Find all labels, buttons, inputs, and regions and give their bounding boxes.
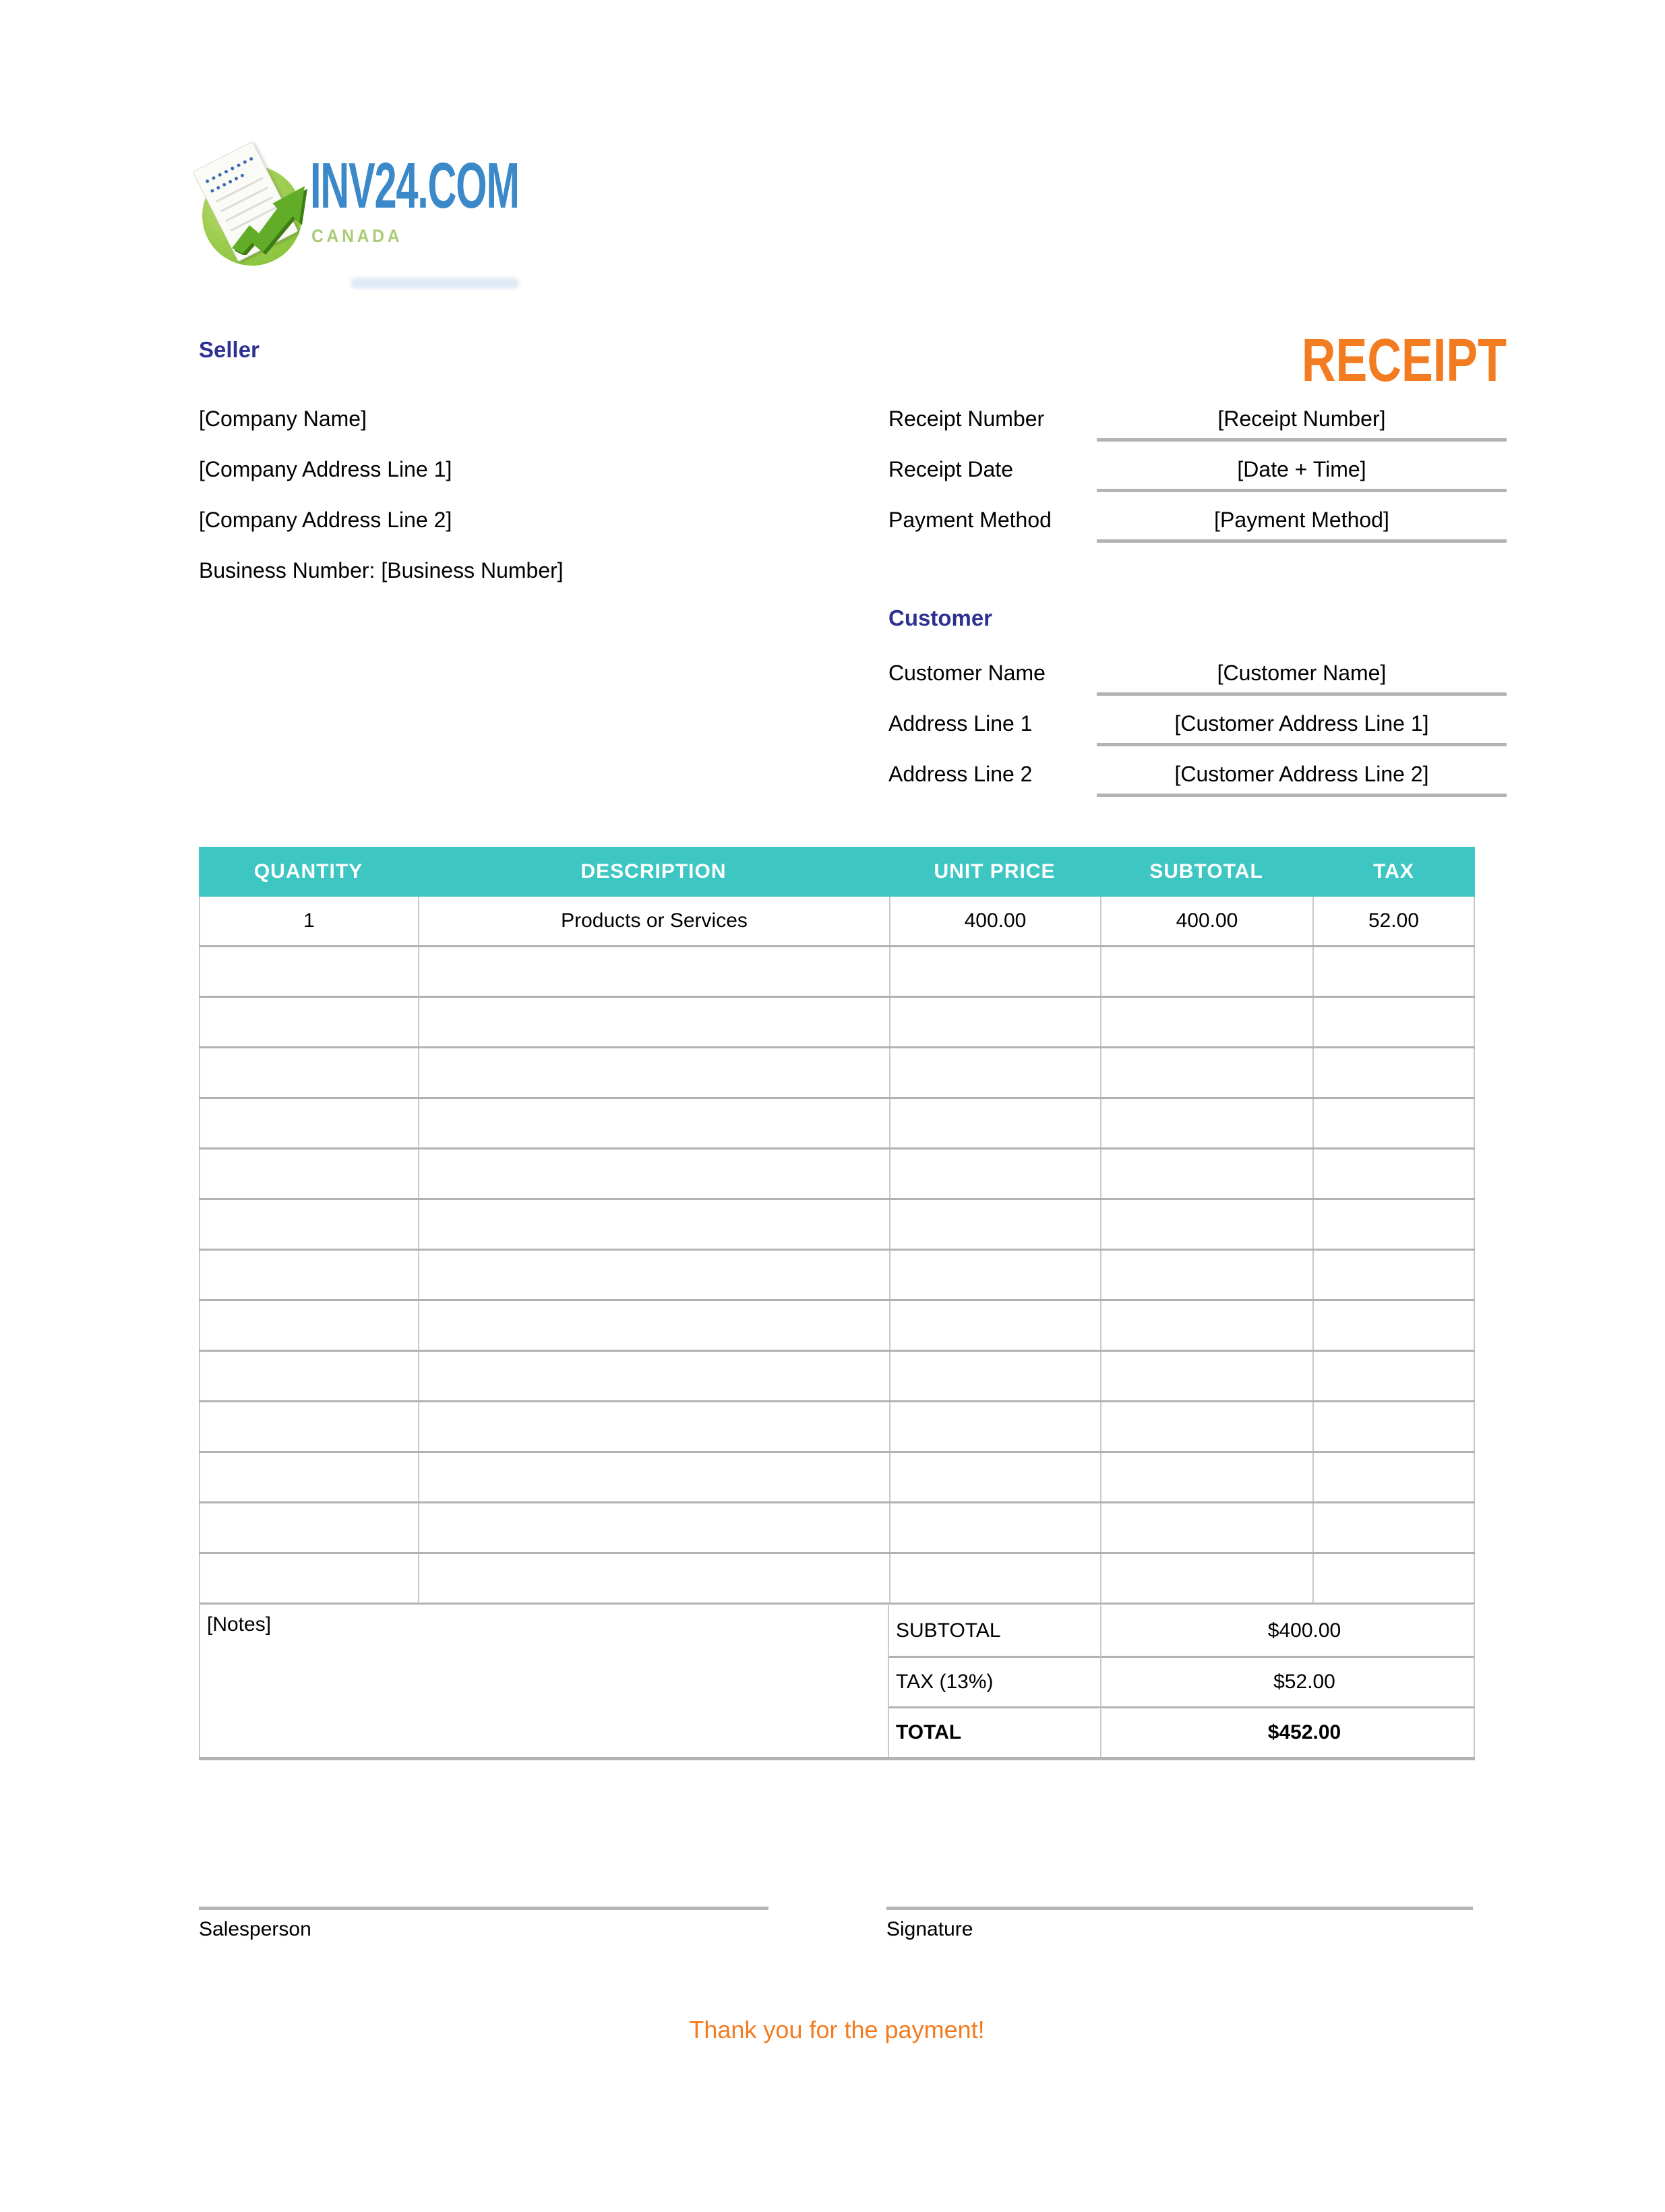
empty-cell xyxy=(1312,1099,1475,1147)
empty-cell xyxy=(418,947,889,996)
empty-cell xyxy=(1100,1200,1312,1249)
empty-cell xyxy=(1312,1352,1475,1400)
empty-cell xyxy=(889,1402,1100,1451)
notes: [Notes] xyxy=(199,1605,889,1757)
receipt-number-value: [Receipt Number] xyxy=(1097,397,1507,442)
total-value: $452.00 xyxy=(1100,1706,1475,1757)
empty-cell xyxy=(1100,1352,1312,1400)
signature-line xyxy=(886,1907,1473,1941)
company-address-line-1: [Company Address Line 1] xyxy=(199,457,452,481)
logo-tagline-smudge xyxy=(351,278,519,289)
customer-name-label: Customer Name xyxy=(888,661,1046,685)
empty-cell xyxy=(889,947,1100,996)
empty-cell xyxy=(1312,998,1475,1046)
receipt-date-label: Receipt Date xyxy=(888,457,1013,481)
thank-you-message: Thank you for the payment! xyxy=(689,2016,985,2043)
company-name: [Company Name] xyxy=(199,407,367,431)
customer-name-value: [Customer Name] xyxy=(1097,651,1507,696)
table-row-empty xyxy=(199,1554,1475,1605)
empty-cell xyxy=(418,1251,889,1299)
empty-cell xyxy=(199,1048,418,1097)
table-row-empty xyxy=(199,1402,1475,1453)
table-row-empty xyxy=(199,1048,1475,1099)
empty-cell xyxy=(199,1149,418,1198)
item-subtotal: 400.00 xyxy=(1100,897,1312,945)
receipt-date-value: [Date + Time] xyxy=(1097,448,1507,492)
region-text: CANADA xyxy=(311,226,403,247)
empty-cell xyxy=(418,1453,889,1501)
empty-cell xyxy=(1100,947,1312,996)
document-title: RECEIPT xyxy=(1301,327,1507,394)
empty-cell xyxy=(1312,1402,1475,1451)
column-header-unit-price: UNIT PRICE xyxy=(934,860,1056,883)
empty-cell xyxy=(1312,1453,1475,1501)
receipt-number-row xyxy=(888,397,1507,448)
empty-cell xyxy=(199,1099,418,1147)
empty-cell xyxy=(199,1251,418,1299)
salesperson-signature-line xyxy=(199,1907,768,1941)
empty-cell xyxy=(889,1099,1100,1147)
empty-cell xyxy=(418,1149,889,1198)
items-table-rows xyxy=(199,897,1475,1605)
customer-name-row xyxy=(888,651,1507,702)
empty-cell xyxy=(199,1301,418,1350)
table-row-empty xyxy=(199,1099,1475,1149)
subtotal-value: $400.00 xyxy=(1100,1605,1475,1656)
empty-cell xyxy=(199,1402,418,1451)
column-header-description: DESCRIPTION xyxy=(580,860,727,883)
empty-cell xyxy=(889,1503,1100,1552)
empty-cell xyxy=(199,1453,418,1501)
item-unit-price: 400.00 xyxy=(889,897,1100,945)
empty-cell xyxy=(889,1149,1100,1198)
logo-mark xyxy=(197,155,315,276)
empty-cell xyxy=(1312,1503,1475,1552)
empty-cell xyxy=(1100,1503,1312,1552)
customer-info xyxy=(888,651,1507,803)
business-number: Business Number: [Business Number] xyxy=(199,558,564,582)
table-row-empty xyxy=(199,947,1475,998)
payment-method-row xyxy=(888,498,1507,549)
empty-cell xyxy=(1312,1048,1475,1097)
items-table xyxy=(199,847,1475,1605)
growth-arrow-icon xyxy=(225,167,313,255)
empty-cell xyxy=(199,1352,418,1400)
empty-cell xyxy=(889,1048,1100,1097)
empty-cell xyxy=(1312,1149,1475,1198)
empty-cell xyxy=(418,1099,889,1147)
receipt-info xyxy=(888,397,1507,549)
empty-cell xyxy=(418,1048,889,1097)
empty-cell xyxy=(1100,1301,1312,1350)
table-row-empty xyxy=(199,998,1475,1048)
empty-cell xyxy=(1100,1048,1312,1097)
payment-method-value: [Payment Method] xyxy=(1097,498,1507,543)
payment-method-label: Payment Method xyxy=(888,508,1052,532)
brand-text: INV24.COM xyxy=(310,150,519,222)
empty-cell xyxy=(1100,998,1312,1046)
empty-cell xyxy=(889,1554,1100,1603)
receipt-number-label: Receipt Number xyxy=(888,407,1045,431)
tax-value: $52.00 xyxy=(1100,1656,1475,1706)
empty-cell xyxy=(1100,1554,1312,1603)
empty-cell xyxy=(199,1503,418,1552)
salesperson-label: Salesperson xyxy=(199,1918,311,1940)
column-header-tax: TAX xyxy=(1373,860,1414,883)
empty-cell xyxy=(1312,1200,1475,1249)
empty-cell xyxy=(1312,947,1475,996)
customer-heading: Customer xyxy=(888,605,993,630)
seller-heading: Seller xyxy=(199,337,260,362)
empty-cell xyxy=(1312,1301,1475,1350)
empty-cell xyxy=(418,1402,889,1451)
empty-cell xyxy=(889,1301,1100,1350)
empty-cell xyxy=(889,1453,1100,1501)
empty-cell xyxy=(199,947,418,996)
table-row-empty xyxy=(199,1200,1475,1251)
customer-address1-value: [Customer Address Line 1] xyxy=(1097,702,1507,746)
table-row-empty xyxy=(199,1453,1475,1503)
empty-cell xyxy=(1100,1099,1312,1147)
column-header-subtotal: SUBTOTAL xyxy=(1149,860,1263,883)
empty-cell xyxy=(889,998,1100,1046)
table-row-empty xyxy=(199,1301,1475,1352)
empty-cell xyxy=(199,1200,418,1249)
empty-cell xyxy=(418,1200,889,1249)
logo xyxy=(197,150,709,290)
empty-cell xyxy=(1312,1554,1475,1603)
company-address-line-2: [Company Address Line 2] xyxy=(199,508,452,532)
empty-cell xyxy=(1312,1251,1475,1299)
table-row xyxy=(199,897,1475,947)
empty-cell xyxy=(199,998,418,1046)
item-description: Products or Services xyxy=(418,897,889,945)
totals-section xyxy=(199,1605,1475,1760)
customer-address2-label: Address Line 2 xyxy=(888,762,1033,786)
empty-cell xyxy=(1100,1402,1312,1451)
signature-label: Signature xyxy=(886,1918,973,1940)
item-quantity: 1 xyxy=(199,897,418,945)
empty-cell xyxy=(418,1554,889,1603)
customer-address1-row xyxy=(888,702,1507,752)
table-row-empty xyxy=(199,1352,1475,1402)
empty-cell xyxy=(418,1301,889,1350)
empty-cell xyxy=(889,1251,1100,1299)
table-row-empty xyxy=(199,1503,1475,1554)
empty-cell xyxy=(1100,1149,1312,1198)
empty-cell xyxy=(889,1200,1100,1249)
customer-address2-value: [Customer Address Line 2] xyxy=(1097,752,1507,797)
table-row-empty xyxy=(199,1149,1475,1200)
empty-cell xyxy=(418,998,889,1046)
empty-cell xyxy=(1100,1453,1312,1501)
tax-label: TAX (13%) xyxy=(889,1656,1100,1706)
column-header-quantity: QUANTITY xyxy=(253,860,363,883)
customer-address2-row xyxy=(888,752,1507,803)
empty-cell xyxy=(418,1503,889,1552)
item-tax: 52.00 xyxy=(1312,897,1475,945)
total-label: TOTAL xyxy=(889,1706,1100,1757)
logo-text xyxy=(310,150,646,247)
subtotal-label: SUBTOTAL xyxy=(896,1619,1001,1642)
empty-cell xyxy=(418,1352,889,1400)
empty-cell xyxy=(1100,1251,1312,1299)
empty-cell xyxy=(889,1352,1100,1400)
table-row-empty xyxy=(199,1251,1475,1301)
items-table-header xyxy=(199,847,1475,897)
seller-info xyxy=(199,397,806,599)
customer-address1-label: Address Line 1 xyxy=(888,711,1033,736)
empty-cell xyxy=(199,1554,418,1603)
receipt-date-row xyxy=(888,448,1507,498)
